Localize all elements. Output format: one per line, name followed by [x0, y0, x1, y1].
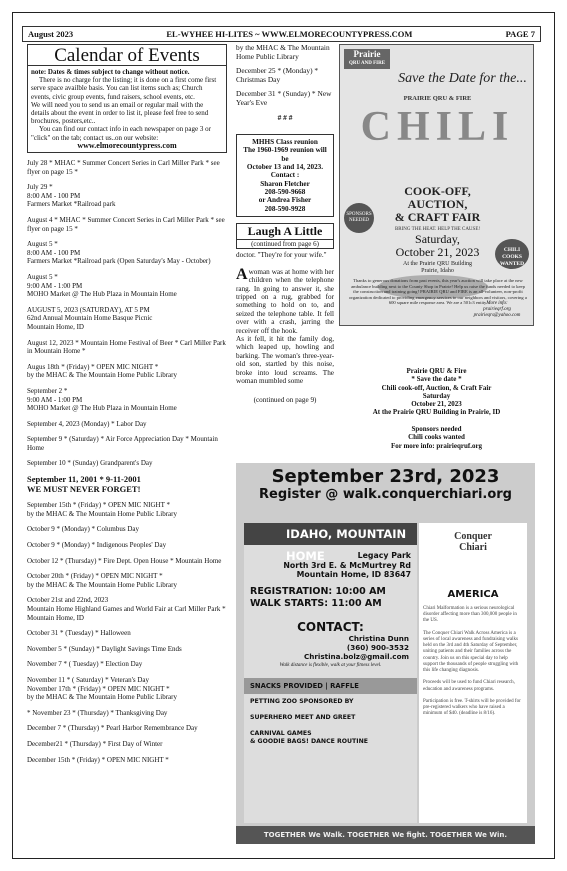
event-item: August 5 * 9:00 AM - 1:00 PM MOHO Market @ The Hub Plaza in Mountain Home — [27, 272, 177, 299]
logo-name: Prairie — [353, 49, 381, 59]
contact-heading: CONTACT: — [297, 619, 364, 634]
note-heading: note: Dates & times subject to change without notice. — [31, 68, 190, 76]
more-info: More info: prairieqrf.org prairieqrs@yahoo.com — [473, 301, 521, 318]
page-header — [22, 26, 541, 42]
org-name: PRAIRIE QRU & FIRE — [403, 95, 472, 102]
qru-summary: Prairie QRU & Fire * Save the date * Chili cook-off, Auction, & Craft Fair Saturday October 21, 2023 At the Prairie QRU Building in Prairie, ID Sponsors needed Chili cooks wanted For more info: prairieqruf.org — [372, 367, 501, 450]
note-text: You can find our contact info in each newspaper on page 3 or "click" on the tab; contact us..on our website: — [31, 125, 211, 142]
event-item: December 7 * (Thursday) * Pearl Harbor Remembrance Day — [27, 724, 198, 733]
event-name: COOK-OFF, AUCTION, & CRAFT FAIR — [394, 184, 481, 224]
register-link[interactable]: Register @ walk.conquerchiari.org — [259, 487, 512, 502]
ad-fine-print: Thanks to generous donations from past events, this year's auction will take place at the new ambulance building next to the County Shop in Prairie! Help us raise the funds needed to keep the construction and training going! PRAIRIE QRU and FIRE is an all-volunteer, non-profit organization dedicated to providing emergency services to our neighbors and visitors, covering a 600 square mile response area. We are a 501c3 entity. — [349, 278, 527, 306]
end-marks: # # # — [277, 112, 293, 122]
event-item: November 7 * ( Tuesday) * Election Day — [27, 660, 143, 669]
story-body: woman was at home with her children when the telephone rang. In going to answer it, she tripped on a rug, grabbed for something to hold on to, and seized the telephone table. It fell over with a crash, jarring the receiver off the hook. As it fell, it hit the family dog, which leaped up, howling and barking. The woman's three-year-old son, startled by this noise, broke into loud screams. The woman mumbled some — [236, 267, 334, 386]
event-item: Augus 18th * (Friday) * OPEN MIC NIGHT * by the MHAC & The Mountain Home Public Library — [27, 362, 177, 380]
save-date-text: Save the Date for the... — [398, 71, 527, 86]
event-date: Saturday, October 21, 2023 — [395, 232, 480, 259]
event-item: September 2 * 9:00 AM - 1:00 PM MOHO Market @ The Hub Plaza in Mountain Home — [27, 386, 177, 413]
event-item: December 15th * (Friday) * OPEN MIC NIGHT * — [27, 755, 169, 764]
laugh-title: Laugh A Little — [236, 223, 334, 240]
event-item: November 11 * ( Saturday) * Veteran's Day November 17th * (Friday) * OPEN MIC NIGHT * by the MHAC & The Mountain Home Public Library — [27, 675, 177, 702]
chiari-description: Chiari Malformation is a serious neurological disorder affecting more than 300,000 people in the US. The Conquer Chiari Walk Across America is a series of local awareness and fundraising walks held on the 3rd and 4th Saturday of September, uniting patients and their families across the country. Join us on this special day to help support the thousands of people struggling with this life changing diagnosis. Proceeds will be used to fund Chiari research, education and awareness programs. Participation is free. T-shirts will be provided for pre-registered walkers who have raised a minimum of $40. (deadline is 8/16). — [423, 606, 521, 717]
note-text: We will need you to send us an email or regular mail with the details about the event in order to list it, please feel free to send brochures, posters,etc.. — [31, 100, 209, 126]
event-item: November 5 * (Sunday) * Daylight Savings Time Ends — [27, 644, 182, 653]
walk-slogan: TOGETHER We Walk. TOGETHER We fight. TOGETHER We Win. — [236, 826, 535, 844]
walk-details — [244, 523, 417, 823]
walk-date: September 23rd, 2023 — [271, 466, 500, 487]
event-item: July 29 * 8:00 AM - 100 PM Farmers Market *Railroad park — [27, 183, 116, 209]
walk-address: Legacy Park North 3rd E. & McMurtrey Rd Mountain Home, ID 83647 — [283, 551, 411, 580]
chiari-walk-ad — [236, 463, 535, 844]
event-list — [27, 159, 227, 764]
event-item: October 9 * (Monday) * Indigenous Peoples' Day — [27, 541, 167, 550]
calendar-note — [27, 66, 227, 153]
continued-note: (continued on page 9) — [253, 395, 317, 404]
contact-info: Christina Dunn (360) 900-3532 Christina.bolz@gmail.com — [303, 633, 409, 661]
event-item: July 28 * MHAC * Summer Concert Series in Carl Miller Park * see flyer on page 15 * — [27, 159, 220, 176]
walk-banner — [236, 463, 535, 523]
snacks-strip: SNACKS PROVIDED | RAFFLE — [244, 678, 417, 694]
chili-heading: CHILI — [360, 104, 515, 150]
event-item: September 15th * (Friday) * OPEN MIC NIGHT * by the MHAC & The Mountain Home Public Library — [27, 501, 177, 518]
calendar-column — [27, 44, 227, 771]
prairie-logo — [344, 49, 390, 69]
walk-times: REGISTRATION: 10:00 AM WALK STARTS: 11:00 AM — [250, 585, 386, 609]
header-site: EL-WYHEE HI-LITES ~ WWW.ELMORECOUNTYPRESS.COM — [166, 29, 413, 39]
event-item: October 21st and 22nd, 2023 Mountain Home Highland Games and World Fair at Carl Miller Park * Mountain Home, ID — [27, 596, 226, 622]
website-link[interactable]: www.elmorecountypress.com — [77, 140, 177, 150]
america-text: AMERICA — [447, 589, 499, 600]
chili-ad — [339, 44, 534, 326]
event-item: October 12 * (Thursday) * Fire Dept. Open House * Mountain Home — [27, 556, 222, 565]
event-item: October 20th * (Friday) * OPEN MIC NIGHT * by the MHAC & The Mountain Home Public Library — [27, 572, 177, 589]
reunion-box: MHHS Class reunion The 1960-1969 reunion will be October 13 and 14, 2023. Contact : Sharon Fletcher 208-590-9668 or Andrea Fisher 208-590-9928 — [236, 134, 334, 217]
activities-list: PETTING ZOO SPONSORED BY SUPERHERO MEET AND GREET CARNIVAL GAMES & GOODIE BAGS! DANCE ROUTINE — [250, 697, 368, 745]
event-item: September 9 * (Saturday) * Air Force Appreciation Day * Mountain Home — [27, 435, 218, 452]
event-new-years-eve: December 31 * (Sunday) * New Year's Eve — [236, 89, 332, 107]
event-location: At the Prairie QRU Building Prairie, Idaho — [403, 261, 472, 274]
event-item: August 4 * MHAC * Summer Concert Series in Carl Miller Park * see flyer on page 15 * — [27, 216, 225, 233]
event-item: October 9 * (Monday) * Columbus Day — [27, 525, 139, 534]
drop-cap: A — [236, 265, 248, 283]
event-item: August 12, 2023 * Mountain Home Festival of Beer * Carl Miller Park in Mountain Home * — [27, 338, 226, 356]
conquer-chiari-logo: Conquer Chiari — [454, 531, 492, 553]
event-item: September 10 * (Sunday) Grandparent's Day — [27, 459, 153, 468]
event-item: October 31 * (Tuesday) * Halloween — [27, 629, 131, 638]
sponsors-badge: SPONSORS NEEDED — [344, 203, 374, 233]
middle-column — [236, 44, 334, 404]
cooks-badge: CHILI COOKS WANTED — [495, 239, 529, 269]
event-item: September 4, 2023 (Monday) * Labor Day — [27, 419, 147, 428]
walk-distance-note: Walk distance is flexible, walk at your fitness level. — [279, 662, 382, 668]
chiari-info — [419, 523, 527, 823]
laugh-story — [236, 251, 334, 385]
event-item: August 5 * 8:00 AM - 100 PM Farmers Market *Railroad park (Open Saturday's May - October) — [27, 240, 211, 266]
event-item: AUGUST 5, 2023 (SATURDAY), AT 5 PM 62nd Annual Mountain Home Basque Picnic Mountain Home, ID — [27, 305, 153, 331]
sept11-remembrance: September 11, 2001 * 9-11-2001 WE MUST NEVER FORGET! — [27, 474, 141, 494]
calendar-title: Calendar of Events — [27, 44, 227, 66]
tagline: BRING THE HEAT. HELP THE CAUSE! — [394, 227, 481, 232]
logo-sub: QRU AND FIRE — [348, 61, 386, 66]
laugh-subtitle: (continued from page 6) — [236, 240, 334, 250]
event-christmas: December 25 * (Monday) * Christmas Day — [236, 66, 319, 84]
story-opening: doctor. "They're for your wife." — [236, 251, 327, 260]
header-date: August 2023 — [28, 29, 74, 39]
event-item: * November 23 * (Thursday) * Thanksgiving Day — [27, 708, 168, 717]
event-item: December21 * (Thursday) * First Day of Winter — [27, 739, 163, 748]
walk-location-title: IDAHO, MOUNTAIN HOME — [244, 523, 417, 545]
event-continued: by the MHAC & The Mountain Home Public Library — [236, 43, 330, 61]
note-text: There is no charge for the listing; it is done on a first come first serve space availble basis. You can list items such as; Church events, civic group events, fund raisers, school events, etc. — [31, 76, 217, 101]
header-page: PAGE 7 — [505, 29, 535, 39]
